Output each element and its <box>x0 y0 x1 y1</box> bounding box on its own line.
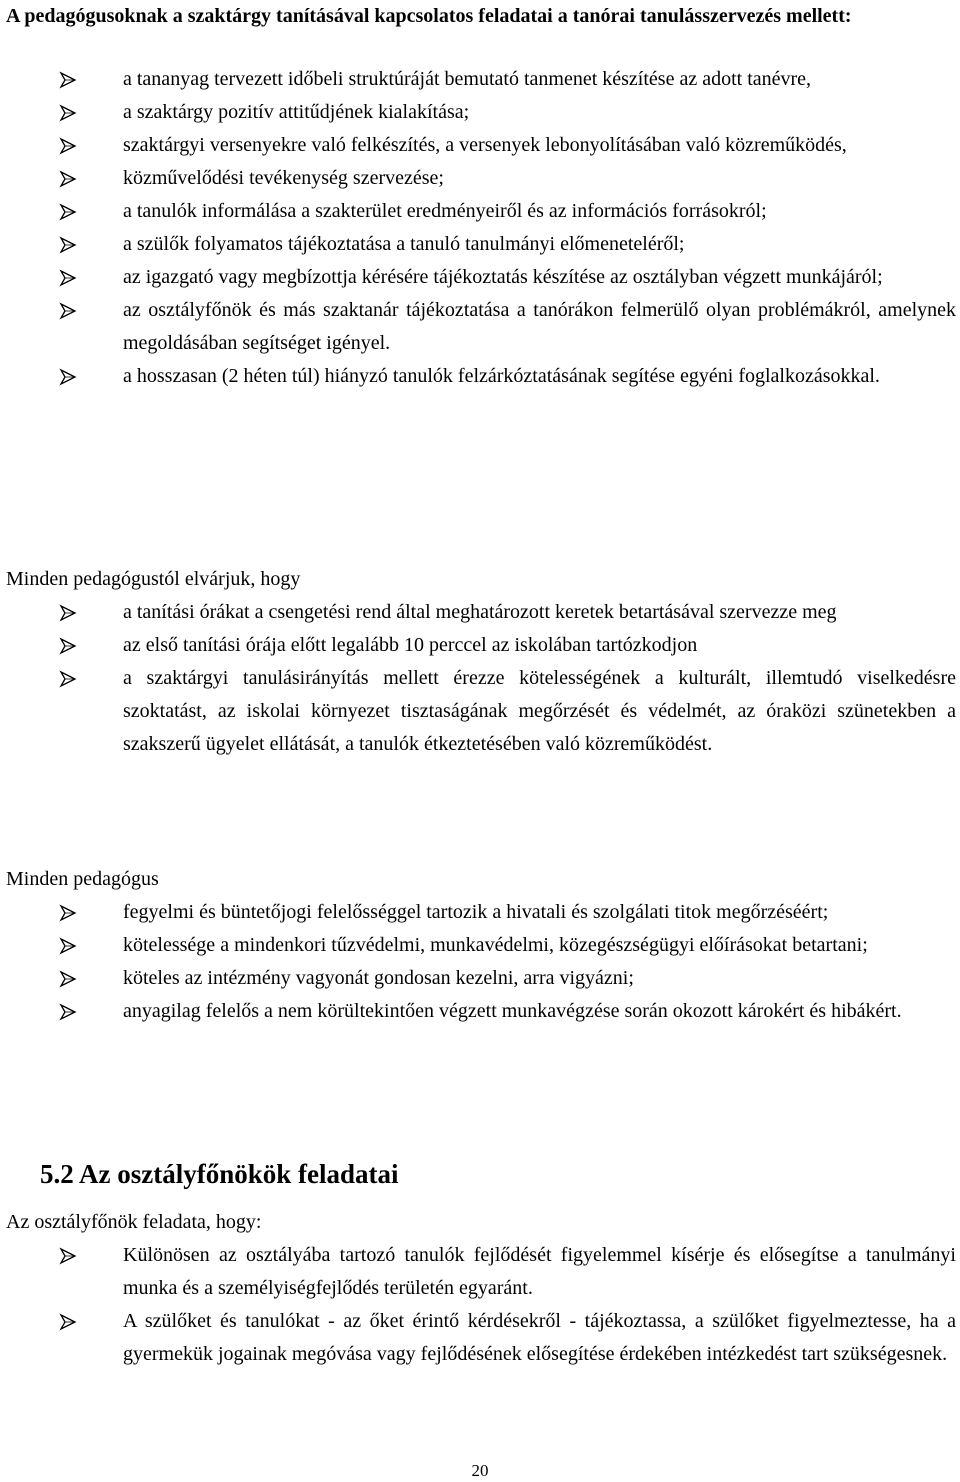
list-item <box>0 596 960 629</box>
list-item <box>0 629 960 662</box>
section-title: 5.2 Az osztályfőnökök feladatai <box>40 1159 399 1189</box>
list-item <box>0 360 960 393</box>
list-item <box>0 1305 960 1371</box>
list-item-text: a szaktárgyi tanulásirányítás mellett érezze kötelességének a kulturált, illemtudó viselkedésre szoktatást, az iskolai környezet tisztaságának megőrzését és védelmét, az óraközi szünetekben a szakszerű ügyelet ellátását, a tanulók étkeztetésében való közreműködést. <box>123 667 956 755</box>
intro-heading: A pedagógusoknak a szaktárgy tanításával kapcsolatos feladatai a tanórai tanulásszervezés mellett: <box>6 5 852 27</box>
list-item-text: a tanítási órákat a csengetési rend által meghatározott keretek betartásával szervezze meg <box>123 601 837 623</box>
arrowhead-bullet-icon <box>58 1239 80 1272</box>
arrowhead-bullet-icon <box>58 929 80 962</box>
list-item-text: a tananyag tervezett időbeli struktúráját bemutató tanmenet készítése az adott tanévre, <box>123 68 812 90</box>
arrowhead-bullet-icon <box>58 96 80 129</box>
list-item-text: Különösen az osztályába tartozó tanulók fejlődését figyelemmel kísérje és elősegítse a tanulmányi munka és a személyiségfejlődés területén egyaránt. <box>123 1244 956 1299</box>
head-teacher-heading: Az osztályfőnök feladata, hogy: <box>6 1211 262 1233</box>
list-item-text: A szülőket és tanulókat - az őket érintő kérdésekről - tájékoztassa, a szülőket figyelmeztesse, ha a gyermekük jogainak megóvása vagy fejlődésének elősegítése érdekében intézkedést tart szükségesnek. <box>123 1310 956 1365</box>
list-item <box>0 228 960 261</box>
list-item-text: a szaktárgy pozitív attitűdjének kialakítása; <box>123 101 470 123</box>
arrowhead-bullet-icon <box>58 360 80 393</box>
arrowhead-bullet-icon <box>58 995 80 1028</box>
list-item <box>0 896 960 929</box>
arrowhead-bullet-icon <box>58 596 80 629</box>
list-item <box>0 995 960 1028</box>
expect-heading: Minden pedagógustól elvárjuk, hogy <box>6 568 301 590</box>
arrowhead-bullet-icon <box>58 962 80 995</box>
list-item <box>0 261 960 294</box>
list-item-text: a tanulók informálása a szakterület eredményeiről és az információs forrásokról; <box>123 200 767 222</box>
list-item <box>0 129 960 162</box>
head-teacher-list <box>0 1239 960 1371</box>
list-item-text: a szülők folyamatos tájékoztatása a tanuló tanulmányi előmeneteléről; <box>123 233 685 255</box>
list-item-text: köteles az intézmény vagyonát gondosan kezelni, arra vigyázni; <box>123 967 634 989</box>
arrowhead-bullet-icon <box>58 629 80 662</box>
list-item <box>0 1239 960 1305</box>
list-item-text: fegyelmi és büntetőjogi felelősséggel tartozik a hivatali és szolgálati titok megőrzéséért; <box>123 901 829 923</box>
list-item-text: közművelődési tevékenység szervezése; <box>123 167 444 189</box>
list-item-text: az első tanítási órája előtt legalább 10 perccel az iskolában tartózkodjon <box>123 634 698 656</box>
list-item-text: a hosszasan (2 héten túl) hiányzó tanulók felzárkóztatásának segítése egyéni foglalkozásokkal. <box>123 365 880 387</box>
arrowhead-bullet-icon <box>58 1305 80 1338</box>
all-list <box>0 896 960 1028</box>
list-item <box>0 162 960 195</box>
list-item-text: az osztályfőnök és más szaktanár tájékoztatása a tanórákon felmerülő olyan problémákról, amelynek megoldásában segítséget igényel. <box>123 299 956 354</box>
list-item <box>0 96 960 129</box>
arrowhead-bullet-icon <box>58 662 80 695</box>
arrowhead-bullet-icon <box>58 162 80 195</box>
list-item-text: az igazgató vagy megbízottja kérésére tájékoztatás készítése az osztályban végzett munkájáról; <box>123 266 883 288</box>
arrowhead-bullet-icon <box>58 228 80 261</box>
list-item <box>0 195 960 228</box>
arrowhead-bullet-icon <box>58 896 80 929</box>
list-item <box>0 63 960 96</box>
list-item-text: szaktárgyi versenyekre való felkészítés, a versenyek lebonyolításában való közreműködés, <box>123 134 847 156</box>
all-heading: Minden pedagógus <box>6 868 159 890</box>
expect-list <box>0 596 960 761</box>
arrowhead-bullet-icon <box>58 261 80 294</box>
arrowhead-bullet-icon <box>58 294 80 327</box>
list-item <box>0 662 960 761</box>
list-item <box>0 294 960 360</box>
list-item <box>0 962 960 995</box>
list-item <box>0 929 960 962</box>
arrowhead-bullet-icon <box>58 63 80 96</box>
arrowhead-bullet-icon <box>58 129 80 162</box>
list-item-text: anyagilag felelős a nem körültekintően végzett munkavégzése során okozott károkért és hibákért. <box>123 1000 902 1022</box>
arrowhead-bullet-icon <box>58 195 80 228</box>
intro-list <box>0 63 960 393</box>
list-item-text: kötelessége a mindenkori tűzvédelmi, munkavédelmi, közegészségügyi előírásokat betartani; <box>123 934 868 956</box>
page-number: 20 <box>471 1461 489 1480</box>
